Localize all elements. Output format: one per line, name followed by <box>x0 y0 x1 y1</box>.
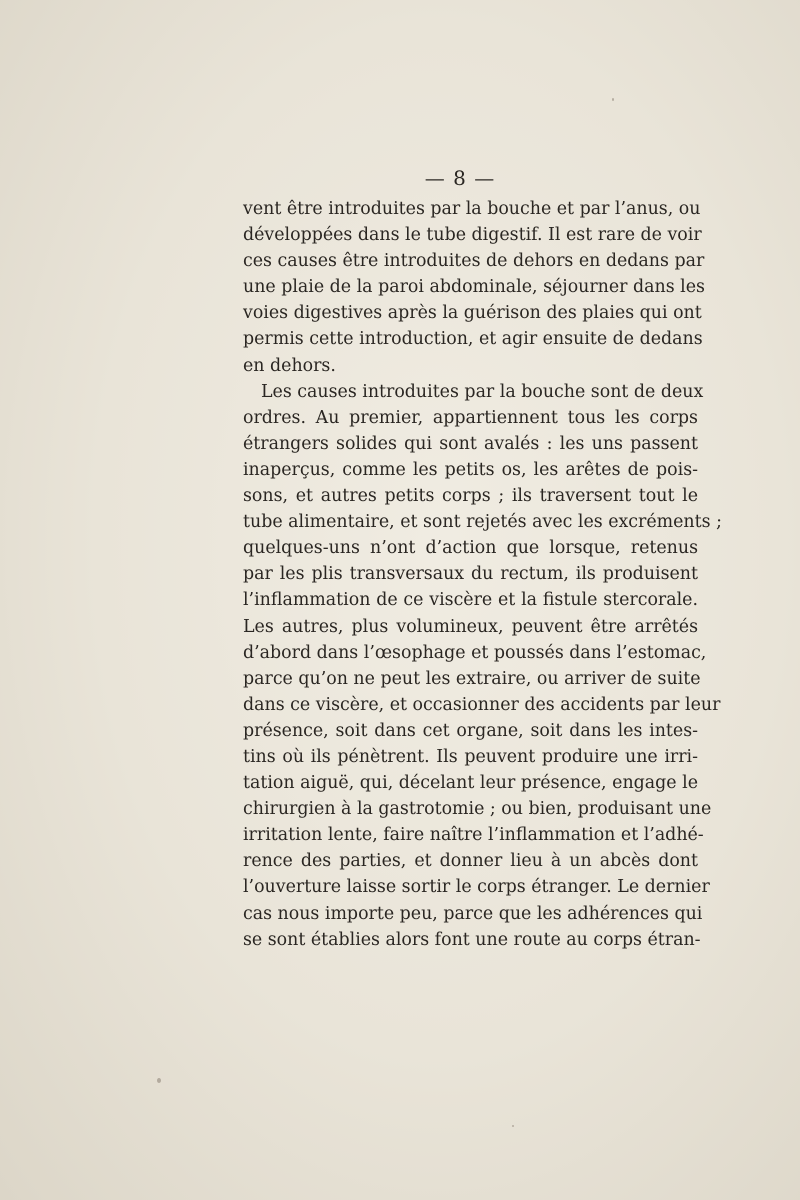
text-line: irritation lente, faire naître l’inflammation et l’adhé- <box>243 825 704 846</box>
text-line: rence des parties, et donner lieu à un abcès dont <box>243 851 698 872</box>
text-line: d’abord dans l’œsophage et poussés dans l’estomac, <box>243 642 707 663</box>
paragraph-2 <box>243 379 722 953</box>
text-line: présence, soit dans cet organe, soit dans les intes- <box>243 720 698 741</box>
text-line: étrangers solides qui sont avalés : les uns passent <box>243 433 698 454</box>
text-line: développées dans le tube digestif. Il est rare de voir <box>243 225 702 246</box>
text-line: se sont établies alors font une route au corps étran- <box>243 929 701 950</box>
text-line: Les autres, plus volumineux, peuvent être arrêtés <box>243 616 698 637</box>
text-line: en dehors. <box>243 355 336 376</box>
text-line: tins où ils pénètrent. Ils peuvent produire une irri- <box>243 746 698 767</box>
text-line: inaperçus, comme les petits os, les arêtes de pois- <box>243 459 698 480</box>
paper-speck <box>512 1125 514 1127</box>
text-line: tation aiguë, qui, décelant leur présence, engage le <box>243 773 698 794</box>
text-line: permis cette introduction, et agir ensuite de dedans <box>243 329 703 350</box>
text-line: Les causes introduites par la bouche sont de deux <box>261 381 704 402</box>
text-line: dans ce viscère, et occasionner des accidents par leur <box>243 694 721 715</box>
text-line: par les plis transversaux du rectum, ils produisent <box>243 564 698 585</box>
body-text <box>243 196 722 953</box>
text-line: parce qu’on ne peut les extraire, ou arriver de suite <box>243 668 701 689</box>
text-line: cas nous importe peu, parce que les adhérences qui <box>243 903 703 924</box>
paper-speck <box>157 1078 161 1083</box>
text-line: tube alimentaire, et sont rejetés avec les excréments ; <box>243 512 722 533</box>
text-line: une plaie de la paroi abdominale, séjourner dans les <box>243 277 705 298</box>
text-line: l’ouverture laisse sortir le corps étranger. Le dernier <box>243 877 710 898</box>
text-line: l’inflammation de ce viscère et la fistule stercorale. <box>243 590 698 611</box>
text-line: quelques-uns n’ont d’action que lorsque, retenus <box>243 538 698 559</box>
text-line: ces causes être introduites de dehors en dedans par <box>243 251 705 272</box>
text-line: vent être introduites par la bouche et par l’anus, ou <box>243 199 701 219</box>
text-line: voies digestives après la guérison des plaies qui ont <box>243 303 702 324</box>
text-line: chirurgien à la gastrotomie ; ou bien, produisant une <box>243 799 712 820</box>
paragraph-1 <box>243 196 705 379</box>
text-line: sons, et autres petits corps ; ils traversent tout le <box>243 486 698 507</box>
page-number: — 8 — <box>424 166 496 190</box>
paper-speck <box>612 98 614 101</box>
text-line: ordres. Au premier, appartiennent tous les corps <box>243 407 698 428</box>
